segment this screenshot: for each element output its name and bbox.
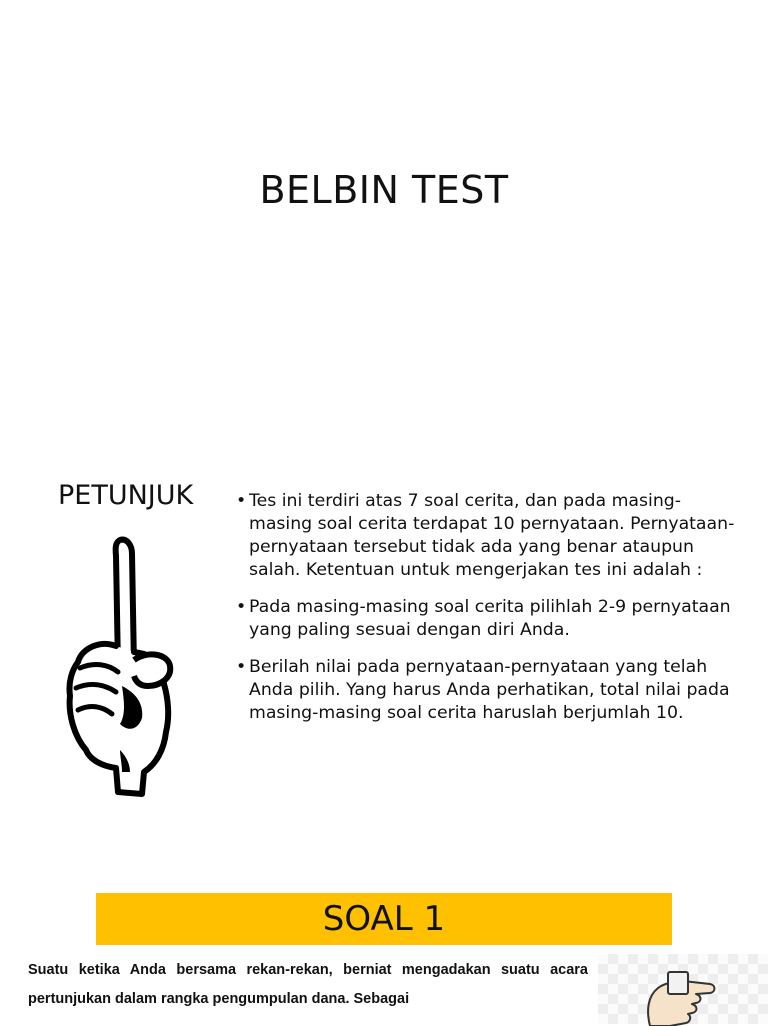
question-story-text: Suatu ketika Anda bersama rekan-rekan, berniat mengadakan suatu acara pertunjukan dalam rangka pengumpulan dana. Sebagai — [28, 962, 588, 1007]
instructions-list — [236, 490, 736, 739]
question-heading: SOAL 1 — [322, 899, 446, 939]
question-heading-bar — [96, 893, 672, 945]
hand-holding-card-icon — [640, 970, 720, 1026]
instruction-item: • Berilah nilai pada pernyataan-pernyataan yang telah Anda pilih. Yang harus Anda perhatikan, total nilai pada masing-masing soal cerita haruslah berjumlah 10. — [236, 656, 736, 725]
instruction-item: • Pada masing-masing soal cerita pilihlah 2-9 pernyataan yang paling sesuai dengan diri Anda. — [236, 596, 736, 642]
slide-instructions — [0, 440, 768, 862]
pointing-finger-hand-icon — [60, 536, 178, 798]
instruction-item: • Tes ini terdiri atas 7 soal cerita, dan pada masing-masing soal cerita terdapat 10 pernyataan. Pernyataan-pernyataan tersebut tidak ada yang benar ataupun salah. Ketentuan untuk mengerjakan tes ini adalah : — [236, 490, 736, 582]
slide-question — [0, 862, 768, 1024]
slide-title-text: BELBIN TEST — [259, 168, 509, 212]
instructions-heading: PETUNJUK — [58, 480, 194, 511]
slide-title — [0, 0, 768, 440]
